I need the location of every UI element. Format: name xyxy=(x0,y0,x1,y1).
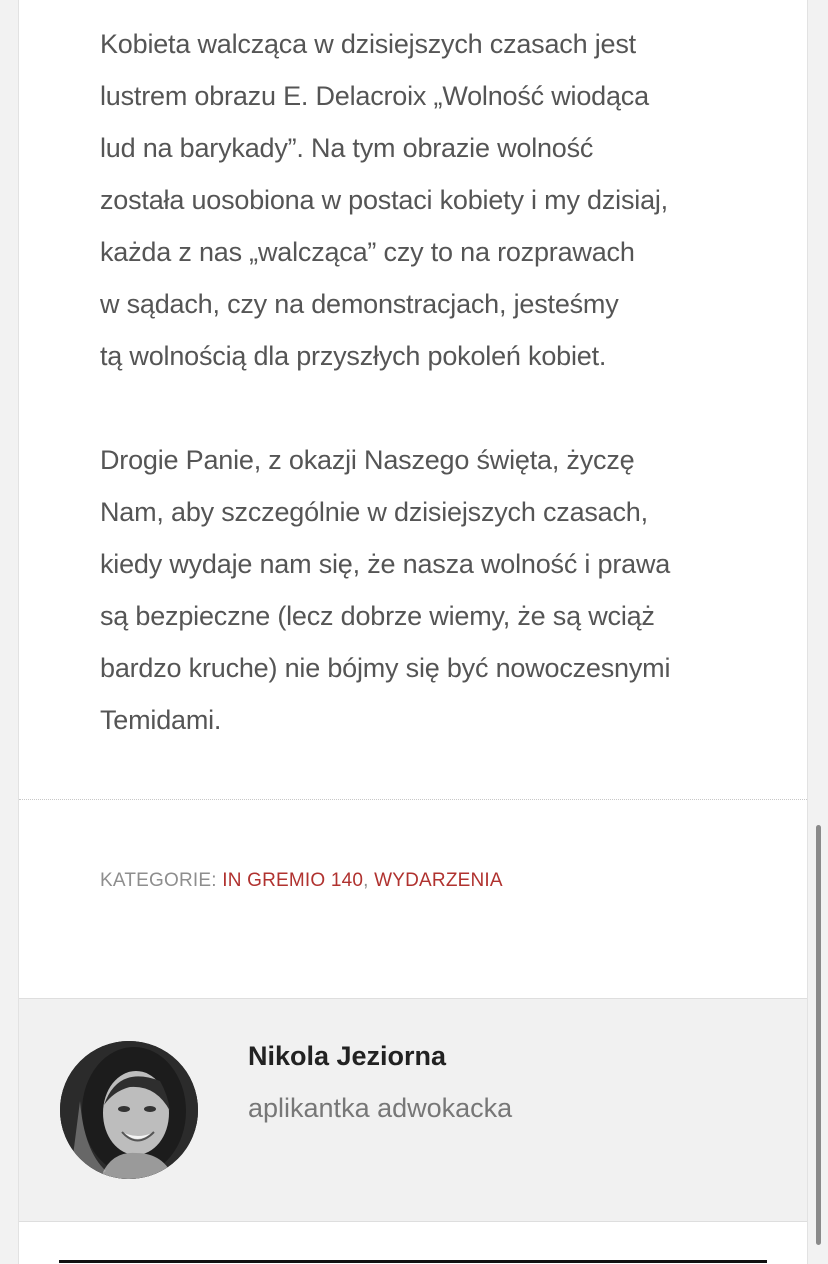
scrollbar-thumb[interactable] xyxy=(816,825,821,1245)
article-body xyxy=(100,18,740,746)
article-card xyxy=(18,0,808,1264)
category-link-in-gremio[interactable]: IN GREMIO 140 xyxy=(222,870,364,891)
categories-label: KATEGORIE: xyxy=(100,870,217,891)
author-avatar[interactable] xyxy=(60,1041,198,1179)
article-paragraph-2: Drogie Panie, z okazji Naszego święta, życzę Nam, aby szczególnie w dzisiejszych czasach, kiedy wydaje nam się, że nasza wolność i prawa są bezpieczne (lecz dobrze wiemy, że są wciąż bardzo kruche) nie bójmy się być nowoczesnymi Temidami. xyxy=(100,445,671,735)
divider xyxy=(19,799,807,800)
author-name[interactable]: Nikola Jeziorna xyxy=(248,1041,447,1071)
avatar-portrait xyxy=(60,1041,198,1179)
bottom-rule xyxy=(59,1260,767,1263)
author-box xyxy=(19,998,807,1222)
category-separator: , xyxy=(363,870,369,891)
categories xyxy=(100,870,503,892)
author-role: aplikantka adwokacka xyxy=(248,1093,513,1123)
article-paragraph-1: Kobieta walcząca w dzisiejszych czasach jest lustrem obrazu E. Delacroix „Wolność wiodąca lud na barykady”. Na tym obrazie wolność została uosobiona w postaci kobiety i my dzisiaj, każda z nas „walcząca” czy to na rozprawach w sądach, czy na demonstracjach, jesteśmy tą wolnością dla przyszłych pokoleń kobiet. xyxy=(100,29,668,371)
category-link-wydarzenia[interactable]: WYDARZENIA xyxy=(374,870,503,891)
